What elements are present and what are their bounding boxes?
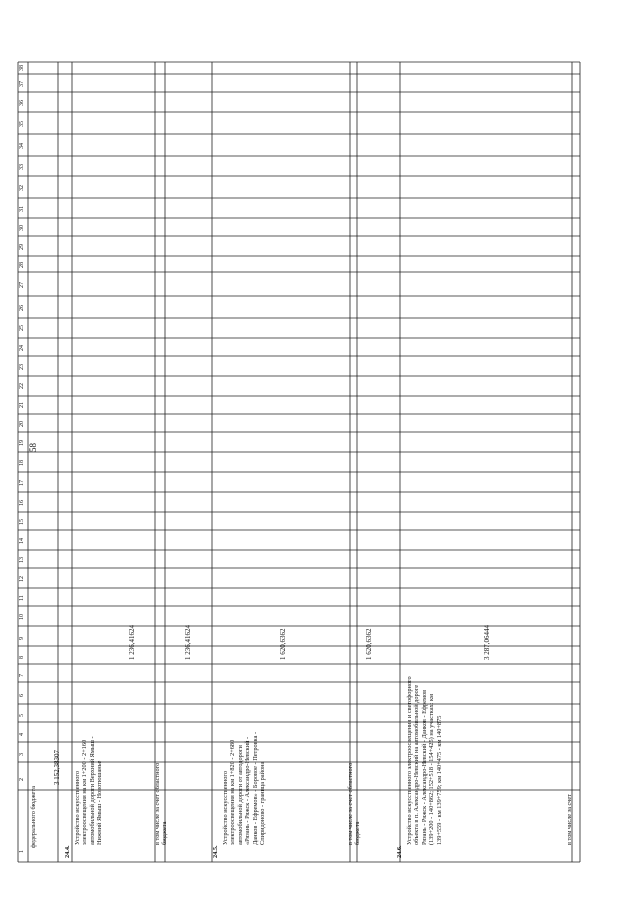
column-number: 13 [19, 557, 25, 563]
subrow-label: в том числе за счет областного бюджета [154, 762, 169, 845]
row-id: 24.6. [396, 845, 403, 858]
page-number: 58 [28, 443, 38, 452]
column-number: 32 [19, 185, 25, 191]
row-col9-value: 1 236,41624 [128, 625, 136, 660]
column-number: 23 [19, 364, 25, 370]
column-number: 4 [19, 733, 25, 736]
column-number: 21 [19, 402, 25, 408]
column-number: 31 [19, 206, 25, 212]
column-number: 26 [19, 305, 25, 311]
column-number: 10 [19, 614, 25, 620]
subrow-col9-value: 1 236,41624 [184, 625, 192, 660]
column-number: 1 [19, 850, 25, 853]
column-number: 34 [19, 143, 25, 149]
column-number: 25 [19, 325, 25, 331]
column-number: 20 [19, 421, 25, 427]
column-number: 18 [19, 460, 25, 466]
column-number: 3 [19, 753, 25, 756]
column-number: 28 [19, 262, 25, 268]
row-id: 24.4. [64, 845, 71, 858]
column-number: 24 [19, 345, 25, 351]
column-number: 8 [19, 656, 25, 659]
subrow-label: в том числе за счет областного бюджета [347, 762, 362, 845]
column-number: 30 [19, 225, 25, 231]
header-col3-value: 3 152,38307 [53, 750, 61, 785]
column-number: 16 [19, 500, 25, 506]
column-number: 6 [19, 694, 25, 697]
column-number: 19 [19, 440, 25, 446]
row-id: 24.5. [212, 845, 219, 858]
column-number: 14 [19, 538, 25, 544]
row-name: Устройство искусственного электроосвещения и светофорного объекта в п. Александро-Невский на автомобильной дороге Рязань - Ряжск - Александро-Невский - Данков - Ефремов (139+200 - 140+862; 152+518 - 154+425) на участках: км 139+559 - км 139+759; км 140+475 - км 140+875 [406, 676, 443, 845]
column-number: 15 [19, 519, 25, 525]
column-number: 12 [19, 576, 25, 582]
column-number: 27 [19, 282, 25, 288]
subrow-col9-value: 1 620,6362 [365, 628, 373, 660]
column-number: 33 [19, 164, 25, 170]
row-col9-value: 1 620,6362 [279, 628, 287, 660]
column-number: 37 [19, 81, 25, 87]
column-number: 11 [19, 595, 25, 601]
column-number: 9 [19, 637, 25, 640]
column-number: 36 [19, 100, 25, 106]
column-number: 29 [19, 244, 25, 250]
row-name: Устройство искусственного электроосвещения на км 1+200 - 2+160 автомобильной дороги Верхний Ямыш - Нижний Ямыш - Новотюшанье [74, 736, 104, 845]
column-number: 7 [19, 674, 25, 677]
header-col2-text: федерального бюджета [30, 786, 37, 848]
column-number: 5 [19, 714, 25, 717]
column-number: 17 [19, 480, 25, 486]
column-number: 2 [19, 778, 25, 781]
column-number: 22 [19, 383, 25, 389]
row-col9-value: 3 287,06444 [483, 625, 491, 660]
subrow-label: в том числе за счет [566, 794, 573, 845]
column-number: 35 [19, 121, 25, 127]
column-number: 38 [19, 65, 25, 71]
row-name: Устройство искусственного электроосвещения на км 1+820 - 2+680 автомобильной дороги от автодороги «Рязань - Ряжск - Александро-Невский - Данков - Ефремов» - Боровое - Петровка - Спиридоново - граница района [222, 731, 267, 845]
